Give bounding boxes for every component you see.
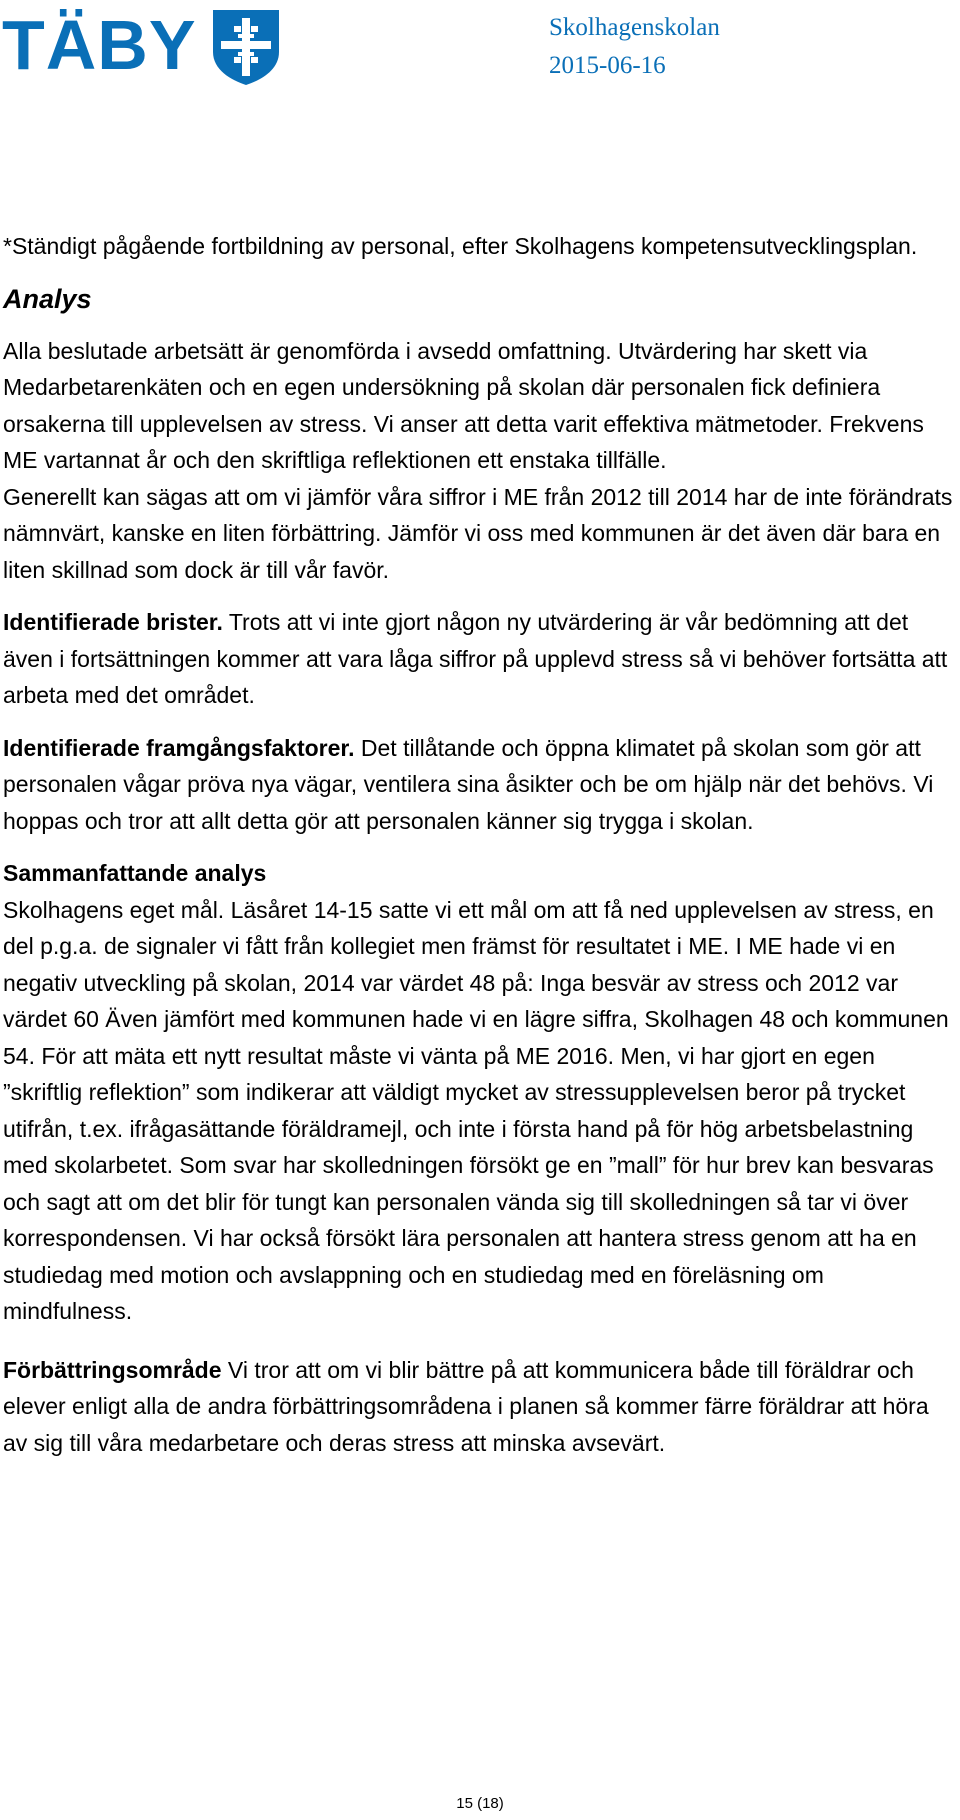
header-meta	[549, 9, 720, 85]
taby-logo	[2, 4, 281, 86]
document-body	[3, 228, 953, 1461]
brister-paragraph	[3, 604, 953, 714]
analys-heading: Analys	[3, 283, 92, 314]
logo-wordmark: TÄBY	[2, 6, 197, 84]
framgang-label: Identifierade framgångsfaktorer.	[3, 734, 355, 761]
brister-text: Trots att vi inte gjort någon ny utvärdering är vår bedömning att det även i fortsättningen kommer att vara låga siffror på upplevd stress så vi behöver fortsätta att arbeta med det området.	[3, 609, 948, 708]
forbattring-paragraph	[3, 1352, 953, 1462]
framgang-text: Det tillåtande och öppna klimatet på skolan som gör att personalen vågar pröva nya vägar, ventilera sina åsikter och be om hjälp när det behövs. Vi hoppas och tror att allt detta gör att personalen känner sig trygga i skolan.	[3, 734, 934, 834]
framgang-paragraph	[3, 730, 953, 840]
forbattring-text: Vi tror att om vi blir bättre på att kommunicera både till föräldrar och elever enligt alla de andra förbättringsområdena i planen så kommer färre föräldrar att höra av sig till våra medarbetare och deras stress att minska avsevärt.	[3, 1356, 929, 1456]
brister-label: Identifierade brister.	[3, 609, 223, 635]
samman-paragraph: Skolhagens eget mål. Läsåret 14-15 satte vi ett mål om att få ned upplevelsen av stress, en del p.g.a. de signaler vi fått från kollegiet men främst för resultatet i ME. I ME hade vi en negativ utveckling på skolan, 2014 var värdet 48 på: Inga besvär av stress och 2012 var värdet 60 Även jämfört med kommunen hade vi en lägre siffra, Skolhagen 48 och kommunen 54. För att mäta ett nytt resultat måste vi vänta på ME 2016. Men, vi har gjort en egen ”skriftlig reflektion” som indikerar att väldigt mycket av stressupplevelsen beror på trycket utifrån, t.ex. ifrågasättande föräldramejl, och inte i första hand på för hög arbetsbelastning med skolarbetet. Som svar har skolledningen försökt ge en ”mall” för hur brev kan besvaras och sagt att om det blir för tungt kan personalen vända sig till skolledningen så tar vi över korrespondensen. Vi har också försökt lära personalen att hantera stress genom att ha en studiedag med motion och avslappning och en studiedag med en föreläsning om mindfulness.	[3, 896, 949, 1324]
samman-heading: Sammanfattande analys	[3, 860, 267, 886]
page-number: 15 (18)	[456, 1795, 504, 1812]
document-date: 2015-06-16	[549, 52, 666, 79]
school-name: Skolhagenskolan	[549, 14, 720, 41]
page-header	[0, 0, 960, 110]
forbattring-label: Förbättringsområde	[3, 1356, 222, 1383]
intro-paragraph: *Ständigt pågående fortbildning av personal, efter Skolhagens kompetensutvecklingsplan.	[3, 233, 918, 259]
shield-cross-icon	[211, 8, 281, 86]
analys-paragraph-1: Alla beslutade arbetsätt är genomförda i avsedd omfattning. Utvärdering har skett via Medarbetarenkäten och en egen undersökning på skolan där personalen fick definiera orsakerna till upplevelsen av stress. Vi anser att detta varit effektiva mätmetoder. Frekvens ME vartannat år och den skriftliga reflektionen ett enstaka tillfälle.	[3, 337, 924, 473]
analys-paragraph-2: Generellt kan sägas att om vi jämför våra siffror i ME från 2012 till 2014 har de inte förändrats nämnvärt, kanske en liten förbättring. Jämför vi oss med kommunen är det även där bara en liten skillnad som dock är till vår favör.	[3, 483, 953, 583]
